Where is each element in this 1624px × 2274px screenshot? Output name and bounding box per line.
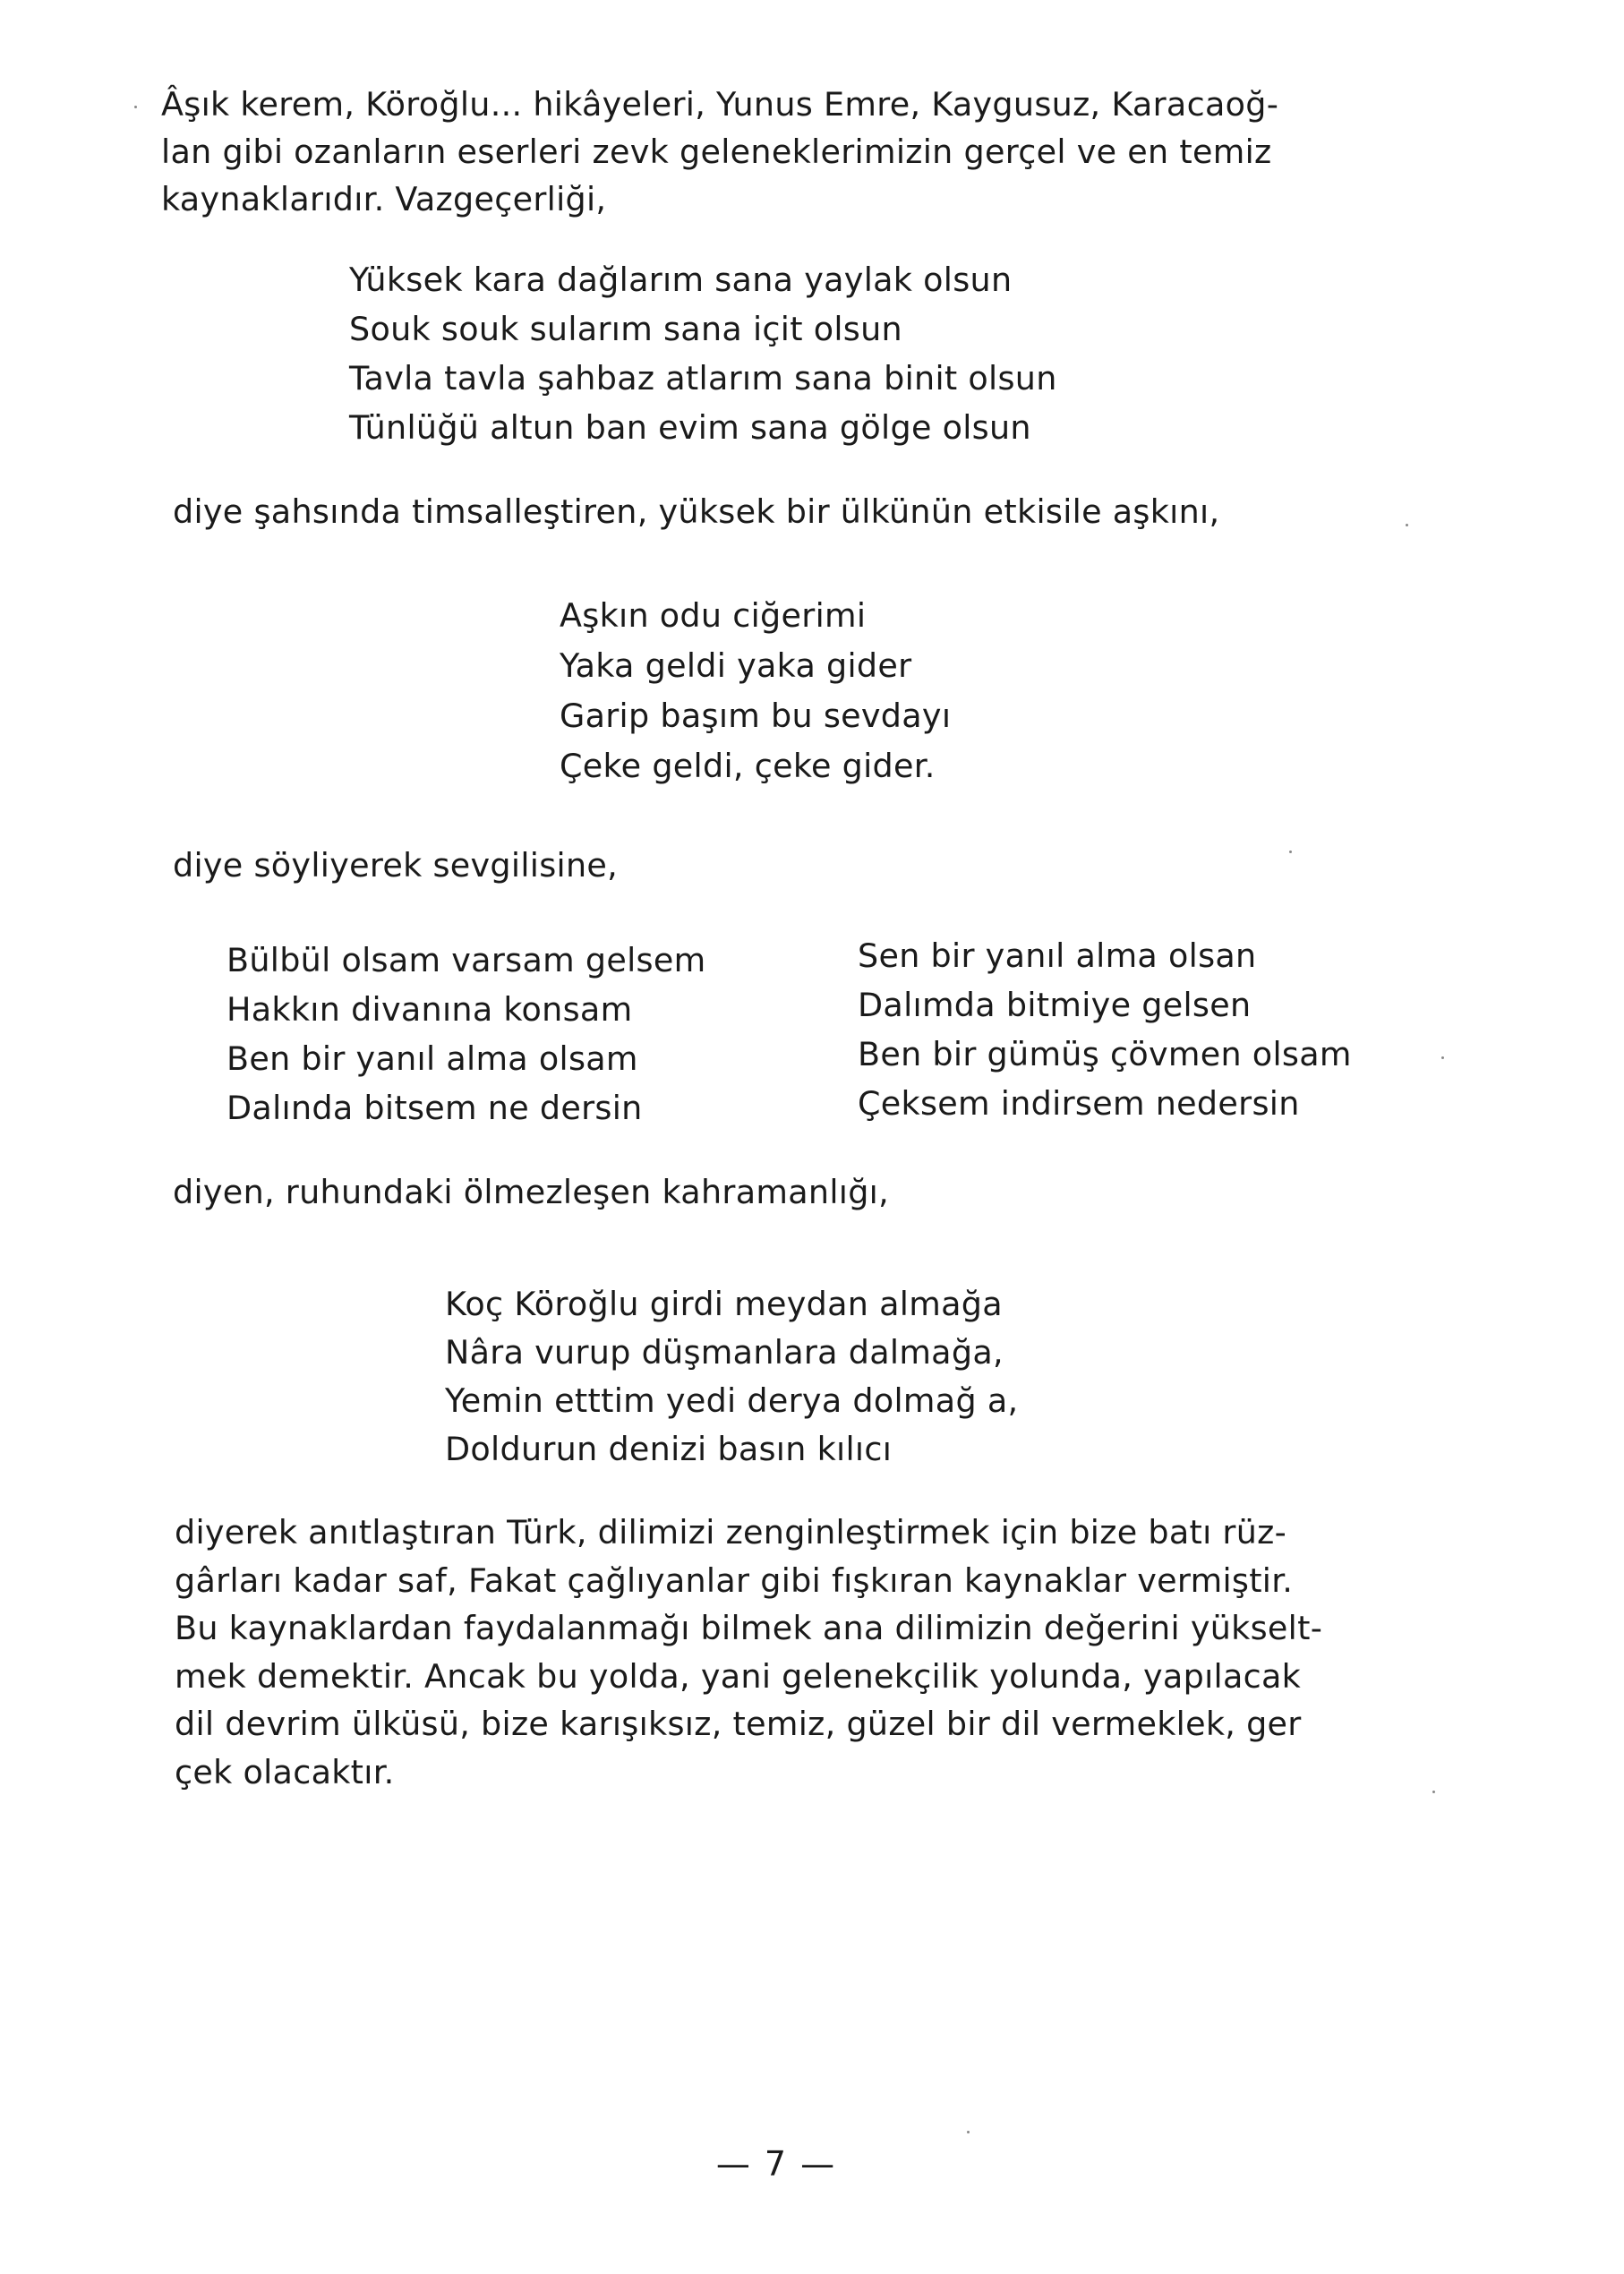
verse-line: Ben bir gümüş çövmen olsam xyxy=(858,1035,1352,1073)
verse-line: Tavla tavla şahbaz atlarım sana binit olsun xyxy=(349,359,1057,398)
verse-line: Çeke geldi, çeke gider. xyxy=(560,747,936,785)
closing-line: gârları kadar saf, Fakat çağlıyanlar gibi fışkıran kaynaklar vermiştir. xyxy=(175,1560,1294,1600)
verse-stanza-2 xyxy=(560,591,951,791)
closing-line: Bu kaynaklardan faydalanmağı bilmek ana dilimizin değerini yükselt- xyxy=(175,1609,1323,1647)
verse-stanza-3-left xyxy=(227,936,705,1133)
verse-line: Dalında bitsem ne dersin xyxy=(227,1089,643,1127)
verse-line: Yemin etttim yedi derya dolmağ a, xyxy=(445,1381,1019,1420)
verse-stanza-3-right xyxy=(858,931,1352,1128)
verse-line: Hakkın divanına konsam xyxy=(227,990,633,1029)
verse-line: Yüksek kara dağlarım sana yaylak olsun xyxy=(349,261,1013,299)
verse-line: Sen bir yanıl alma olsan xyxy=(858,936,1257,975)
scan-speck xyxy=(1289,851,1292,853)
verse-line: Souk souk sularım sana içit olsun xyxy=(349,310,902,348)
verse-line: Tünlüğü altun ban evim sana gölge olsun xyxy=(349,408,1031,447)
closing-line: diyerek anıtlaştıran Türk, dilimizi zenginleştirmek için bize batı rüz- xyxy=(175,1513,1287,1552)
verse-line: Dalımda bitmiye gelsen xyxy=(858,986,1252,1024)
intro-line: Âşık kerem, Köroğlu... hikâyeleri, Yunus Emre, Kaygusuz, Karacaoğ- xyxy=(161,85,1279,124)
lead-line-1: diye şahsında timsalleştiren, yüksek bir ülkünün etkisile aşkını, xyxy=(173,492,1220,531)
verse-line: Garip başım bu sevdayı xyxy=(560,697,952,735)
verse-stanza-4 xyxy=(445,1280,1018,1474)
verse-line: Nâra vurup düşmanlara dalmağa, xyxy=(445,1333,1004,1372)
scan-speck xyxy=(134,106,137,108)
verse-line: Aşkın odu ciğerimi xyxy=(560,596,867,635)
closing-line: çek olacaktır. xyxy=(175,1752,395,1791)
verse-line: Doldurun denizi basın kılıcı xyxy=(445,1430,893,1468)
closing-paragraph xyxy=(175,1509,1464,1796)
verse-line: Yaka geldi yaka gider xyxy=(560,646,912,685)
intro-line: kaynaklarıdır. Vazgeçerliği, xyxy=(161,180,607,218)
verse-line: Koç Köroğlu girdi meydan almağa xyxy=(445,1285,1003,1323)
verse-stanza-1 xyxy=(349,255,1057,452)
lead-line-2: diye söyliyerek sevgilisine, xyxy=(173,846,619,885)
closing-line: mek demektir. Ancak bu yolda, yani gelenekçilik yolunda, yapılacak xyxy=(175,1656,1302,1696)
scan-speck xyxy=(1441,1056,1444,1059)
scan-speck xyxy=(1432,1791,1435,1793)
closing-line: dil devrim ülküsü, bize karışıksız, temiz, güzel bir dil vermeklek, ger xyxy=(175,1705,1302,1743)
lead-line-3: diyen, ruhundaki ölmezleşen kahramanlığı, xyxy=(173,1173,890,1211)
verse-line: Ben bir yanıl alma olsam xyxy=(227,1039,638,1078)
verse-line: Bülbül olsam varsam gelsem xyxy=(227,941,706,979)
scan-speck xyxy=(1406,524,1408,526)
intro-line: lan gibi ozanların eserleri zevk geleneklerimizin gerçel ve en temiz xyxy=(161,133,1272,171)
verse-line: Çeksem indirsem nedersin xyxy=(858,1084,1300,1123)
intro-paragraph xyxy=(161,81,1459,223)
page-number: — 7 — xyxy=(715,2144,837,2184)
scan-speck xyxy=(967,2131,970,2133)
